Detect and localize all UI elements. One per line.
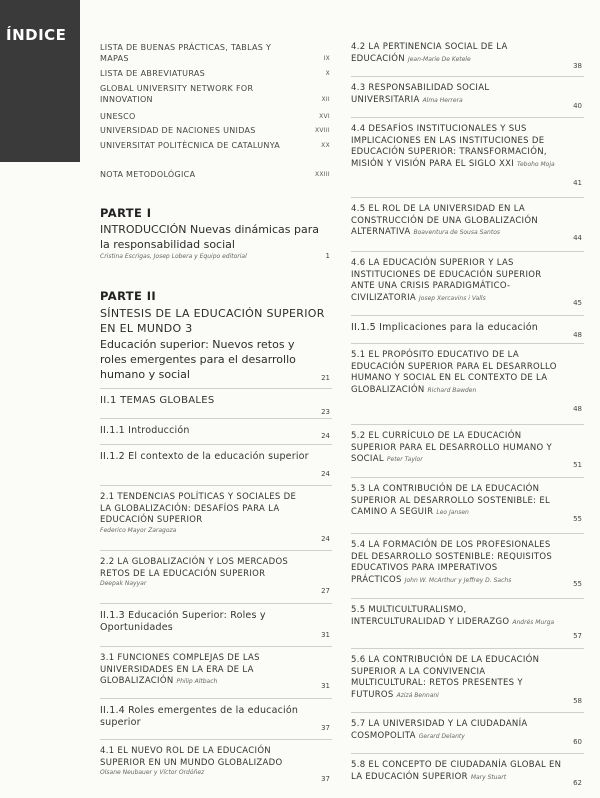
part-title: INTRODUCCIÓN Nuevas dinámicas para la responsabilidad social [100,223,319,251]
entry-author: Mary Stuart [470,773,507,781]
entry-title: II.1 TEMAS GLOBALES [100,395,215,406]
part-label: PARTE II [100,289,157,303]
entry-title: 4.4 DESAFÍOS INSTITUCIONALES Y SUS IMPLICACIONES EN LAS INSTITUCIONES DE EDUCACIÓN SUPERIOR: TRANSFORMACIÓN, MISIÓN Y VISIÓN PARA EL SIGLO XXI Teboho Moja [351,124,555,169]
page-number: 55 [573,580,582,588]
entry-title: II.1.2 El contexto de la educación superior [100,451,309,462]
front-matter-item[interactable] [100,125,332,136]
toc-entry[interactable] [351,753,584,787]
page-number: 40 [573,102,582,110]
entry-author: Olsane Neubauer y Víctor Ordóñez [100,769,205,776]
front-matter-title: NOTA METODOLÓGICA [100,170,196,179]
entry-author: Peter Taylor [386,456,423,463]
toc-entry[interactable] [100,698,332,732]
entry-title: II.1.3 Educación Superior: Roles y Oportunidades [100,610,266,633]
entry-author: Leo Jansen [436,509,469,516]
front-matter-title: UNESCO [100,112,136,121]
front-matter-title: GLOBAL UNIVERSITY NETWORK FOR INNOVATION [100,84,254,104]
entry-author: Boaventura de Sousa Santos [413,229,501,236]
entry-title: II.1.4 Roles emergentes de la educación superior [100,705,299,728]
front-matter-title: UNIVERSITAT POLITÈCNICA DE CATALUNYA [100,141,281,150]
entry-author: Federico Mayor Zaragoza [100,526,177,534]
entry-title: 4.3 RESPONSABILIDAD SOCIAL UNIVERSITARIA Alma Herrera [351,83,490,105]
page-number: 51 [573,461,582,469]
page-number: 48 [573,405,582,413]
toc-entry[interactable] [100,550,332,595]
entry-title: 5.5 MULTICULTURALISMO, INTERCULTURALIDAD Y LIDERAZGO Andrés Murga [351,605,555,627]
toc-entry[interactable] [100,603,332,639]
part-one[interactable] [100,206,332,260]
entry-title: 4.1 EL NUEVO ROL DE LA EDUCACIÓN SUPERIOR EN UN MUNDO GLOBALIZADO [100,746,283,768]
entry-title: 4.5 EL ROL DE LA UNIVERSIDAD EN LA CONSTRUCCIÓN DE UNA GLOBALIZACIÓN ALTERNATIVA Boaventura de Sousa Santos [351,204,539,237]
entry-title: 4.6 LA EDUCACIÓN SUPERIOR Y LAS INSTITUCIONES DE EDUCACIÓN SUPERIOR ANTE UNA CRISIS PARADIGMÁTICO-CIVILIZATORIA Josep Xercavins i Valls [351,258,542,303]
front-matter-item[interactable] [100,42,332,64]
entry-title: 3.1 FUNCIONES COMPLEJAS DE LAS UNIVERSIDADES EN LA ERA DE LA GLOBALIZACIÓN Philip Altbach [100,653,260,686]
page-number: 38 [573,62,582,70]
entry-author: Deepak Nayyar [100,580,147,587]
page-number: XII [321,96,330,103]
part-title: SÍNTESIS DE LA EDUCACIÓN SUPERIOR EN EL MUNDO 3 [100,307,325,335]
part-subtitle: Educación superior: Nuevos retos y roles emergentes para el desarrollo humano y social [100,338,296,381]
entry-author: Jean-Marie De Ketele [407,55,471,63]
page-number: IX [323,55,330,62]
toc-entry[interactable] [351,477,584,523]
entry-author: Teboho Moja [517,160,555,168]
front-matter-title: LISTA DE BUENAS PRÁCTICAS, TABLAS Y MAPAS [100,43,272,63]
page-number: 55 [573,515,582,523]
toc-entry[interactable] [351,117,584,187]
entry-title: 2.1 TENDENCIAS POLÍTICAS Y SOCIALES DE LA GLOBALIZACIÓN: DESAFÍOS PARA LA EDUCACIÓN SUPERIOR [100,492,297,525]
page-number: XVI [319,113,330,120]
entry-title: 5.8 EL CONCEPTO DE CIUDADANÍA GLOBAL EN LA EDUCACIÓN SUPERIOR Mary Stuart [351,760,562,782]
entry-author: Andrés Murga [512,618,555,626]
toc-entry[interactable] [351,315,584,339]
entry-title: 5.1 EL PROPÓSITO EDUCATIVO DE LA EDUCACIÓN SUPERIOR PARA EL DESARROLLO HUMANO Y SOCIAL EN EL CONTEXTO DE LA GLOBALIZACIÓN Richard Bawden [351,350,557,395]
toc-entry[interactable] [351,343,584,413]
page-number: 44 [573,234,582,242]
page-number: 31 [321,682,330,690]
entry-title: II.1.5 Implicaciones para la educación [351,322,538,333]
page-number: 45 [573,299,582,307]
page-number: 48 [573,331,582,339]
entry-title: 4.2 LA PERTINENCIA SOCIAL DE LA EDUCACIÓN Jean-Marie De Ketele [351,42,508,64]
entry-title: II.1.1 Introducción [100,425,190,436]
entry-title: 5.6 LA CONTRIBUCIÓN DE LA EDUCACIÓN SUPERIOR A LA CONVIVENCIA MULTICULTURAL: RETOS PRESENTES Y FUTUROS Azizá Bennani [351,655,540,700]
page-number: 37 [321,775,330,783]
part-author: Cristina Escrigas, Josep Lobera y Equipo editorial [100,253,247,260]
entry-author: Richard Bawden [427,386,477,394]
page-number: 62 [573,779,582,787]
page-number: 58 [573,697,582,705]
index-tab: ÍNDICE [0,0,80,162]
page-number: 37 [321,724,330,732]
toc-entry[interactable] [100,418,332,440]
entry-author: John W. McArthur y Jeffrey D. Sachs [404,576,512,584]
front-matter-title: LISTA DE ABREVIATURAS [100,69,206,78]
page-number: X [325,70,330,77]
entry-author: Philip Altbach [176,678,218,685]
entry-author: Josep Xercavins i Valls [419,294,486,302]
front-matter-item[interactable] [100,111,332,122]
page-number: XVIII [314,127,330,134]
entry-title: 5.4 LA FORMACIÓN DE LOS PROFESIONALES DEL DESARROLLO SOSTENIBLE: REQUISITOS EDUCATIVOS PARA IMPERATIVOS PRÁCTICOS John W. McArthur y Jeffrey D. Sachs [351,540,553,585]
front-matter-item[interactable] [100,83,332,105]
front-matter-title: UNIVERSIDAD DE NACIONES UNIDAS [100,126,256,135]
front-matter-item[interactable] [100,68,332,79]
page-number: XX [321,142,330,149]
page-number: 27 [321,587,330,595]
entry-author: Alma Herrera [422,96,463,104]
entry-title: 5.7 LA UNIVERSIDAD Y LA CIUDADANÍA COSMOPOLITA Gerard Delanty [351,719,528,741]
entry-title: 5.3 LA CONTRIBUCIÓN DE LA EDUCACIÓN SUPERIOR AL DESARROLLO SOSTENIBLE: EL CAMINO A SEGUIR Leo Jansen [351,484,551,517]
part-two[interactable] [100,289,332,382]
entry-title: 2.2 LA GLOBALIZACIÓN Y LOS MERCADOS RETOS DE LA EDUCACIÓN SUPERIOR [100,557,289,579]
page-number: 23 [321,408,330,416]
page-number: 24 [321,470,330,478]
toc-entry[interactable] [351,533,584,588]
entry-author: Gerard Delanty [418,732,465,740]
toc-entry[interactable] [100,646,332,690]
toc-entry[interactable] [351,76,584,110]
front-matter-item[interactable] [100,169,332,180]
page-number: 60 [573,738,582,746]
page-number: XXIII [314,171,330,178]
toc-entry[interactable] [100,485,332,543]
part-label: PARTE I [100,206,152,220]
page-number: 31 [321,631,330,639]
page-number: 24 [321,535,330,543]
page-number: 41 [573,179,582,187]
toc-entry[interactable] [100,739,332,783]
entry-title: 5.2 EL CURRÍCULO DE LA EDUCACIÓN SUPERIOR PARA EL DESARROLLO HUMANO Y SOCIAL Peter Taylor [351,431,552,464]
toc-entry[interactable] [351,36,584,70]
page-number: 21 [321,374,330,382]
toc-entry[interactable] [351,424,584,469]
toc-entry[interactable] [351,712,584,746]
entry-author: Azizá Bennani [396,691,439,699]
toc-entry[interactable] [351,197,584,242]
page-number: 24 [321,432,330,440]
page-number: 1 [325,252,330,260]
toc-entry[interactable] [100,388,332,416]
toc-entry[interactable] [351,598,584,640]
toc-entry[interactable] [351,648,584,705]
page-number: 57 [573,632,582,640]
toc-entry[interactable] [100,444,332,478]
front-matter-item[interactable] [100,140,332,151]
toc-entry[interactable] [351,251,584,307]
